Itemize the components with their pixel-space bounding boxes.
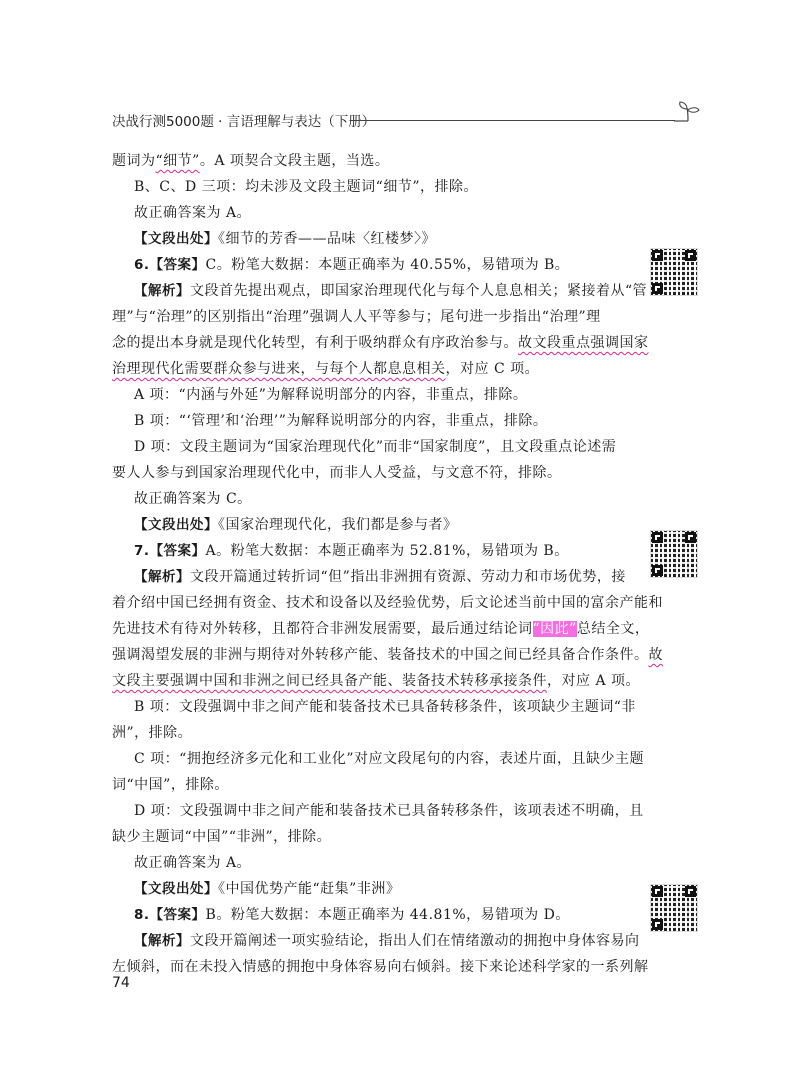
text-line [112,174,632,200]
text-line [112,278,648,304]
text-span: C。粉笔大数据：本题正确率为 40.55%，易错项为 B。 [205,257,570,273]
page-number: 74 [112,975,130,991]
answer-explanation-text [112,148,663,980]
text-span: 文段开篇阐述一项实验结论，指出人们在情绪激动的拥抱中身体容易向 [190,933,640,949]
text-span: ，对应 A 项。 [547,673,641,689]
label-tag: 【解析】 [134,283,190,299]
label-tag: 7.【答案】 [134,543,206,559]
text-span: ，对应 C 项。 [445,361,540,377]
text-line [112,902,632,928]
text-line [112,720,632,746]
text-span: B 项：文段强调中非之间产能和装备技术已具备转移条件，该项缺少主题词“非 [134,699,636,715]
sprout-icon [672,100,702,126]
text-line [112,850,632,876]
text-span: 理”与“治理”的区别指出“治理”强调人人平等参与；尾句进一步指出“治理”理 [112,309,601,325]
text-line [112,512,632,538]
label-tag: 【解析】 [134,933,190,949]
text-span: 着介绍中国已经拥有资金、技术和设备以及经验优势，后文论述当前中国的富余产能和 [112,595,663,611]
text-span: 故正确答案为 C。 [134,491,252,507]
text-line [112,824,632,850]
running-header [112,104,702,134]
text-line [112,252,632,278]
text-line [112,460,632,486]
text-span: 故正确答案为 A。 [134,855,252,871]
text-span: B 项：“‘管理’和‘治理’”为解释说明部分的内容，非重点，排除。 [134,413,548,429]
text-span: 强调渴望发展的非洲与期待对外转移产能、装备技术的中国之间已经具备合作条件。 [112,647,649,663]
text-line [112,538,632,564]
text-span: D 项：文段主题词为“国家治理现代化”而非“国家制度”，且文段重点论述需 [134,439,617,455]
qr-code-question-7[interactable] [650,530,698,578]
label-tag: 【文段出处】 [134,881,218,897]
text-line [112,226,632,252]
text-span: B。粉笔大数据：本题正确率为 44.81%，易错项为 D。 [205,907,570,923]
text-span: 《国家治理现代化，我们都是参与者》 [218,517,458,533]
text-span: 要人人参与到国家治理现代化中，而非人人受益，与文意不符，排除。 [112,465,562,481]
text-span: 先进技术有待对外转移，且都符合非洲发展需要，最后通过结论词 [112,621,533,637]
text-span: 文段开篇通过转折词“但”指出非洲拥有资源、劳动力和市场优势，接 [190,569,626,585]
header-rule [350,120,675,121]
text-line [112,954,649,980]
text-span: 念的提出本身就是现代化转型，有利于吸纳群众有序政治参与。 [112,335,518,351]
label-tag: 【文段出处】 [134,231,218,247]
text-line [112,746,644,772]
text-line [112,668,641,694]
qr-code-question-8[interactable] [650,884,698,932]
text-span: 《细节的芳香——品味〈红楼梦〉》 [218,231,436,247]
text-span: A 项：“内涵与外延”为解释说明部分的内容，非重点，排除。 [134,387,528,403]
underlined-key-sentence: “细节” [155,153,200,169]
text-span: 缺少主题词“中国”“非洲”，排除。 [112,829,332,845]
underlined-key-sentence: 治理现代化需要群众参与进来，与每个人都息息相关 [112,361,446,377]
text-line [112,148,632,174]
text-span: 题词为 [112,153,156,169]
underlined-key-sentence: 文段主要强调中国和非洲之间已经具备产能、装备技术转移承接条件 [112,673,547,689]
label-tag: 6.【答案】 [134,257,206,273]
label-tag: 【解析】 [134,569,190,585]
text-line [112,304,632,330]
text-span: 总结全文， [576,621,650,637]
text-line [112,564,632,590]
text-line [112,200,632,226]
underlined-key-sentence: 故 [648,647,663,663]
text-line [112,382,632,408]
label-tag: 8.【答案】 [134,907,206,923]
text-line [112,486,632,512]
text-line [112,590,663,616]
text-line [112,330,649,356]
text-span: B、C、D 三项：均未涉及文段主题词“细节”，排除。 [134,179,478,195]
underlined-key-sentence: 故文段重点强调国家 [518,335,649,351]
text-span: 洲”，排除。 [112,725,193,741]
text-span: D 项：文段强调中非之间产能和装备技术已具备转移条件，该项表述不明确，且 [134,803,644,819]
text-span: C 项：“拥抱经济多元化和工业化”对应文段尾句的内容，表述片面，且缺少主题 [134,751,644,767]
text-line [112,616,650,642]
qr-code-question-6[interactable] [650,248,698,296]
text-line [112,642,663,668]
text-line [112,928,640,954]
text-line [112,356,632,382]
text-line [112,694,636,720]
highlighted-keyword: “因此” [532,621,577,637]
text-line [112,772,632,798]
text-line [112,798,644,824]
text-span: 。A 项契合文段主题，当选。 [199,153,390,169]
text-span: 《中国优势产能“赶集”非洲》 [218,881,401,897]
text-span: 左倾斜，而在未投入情感的拥抱中身体容易向右倾斜。接下来论述科学家的一系列解 [112,959,649,975]
text-line [112,434,632,460]
text-span: 文段首先提出观点，即国家治理现代化与每个人息息相关；紧接着从“管 [190,283,648,299]
text-span: 故正确答案为 A。 [134,205,252,221]
text-line [112,408,632,434]
text-span: A。粉笔大数据：本题正确率为 52.81%，易错项为 B。 [205,543,569,559]
text-line [112,876,632,902]
label-tag: 【文段出处】 [134,517,218,533]
book-title: 决战行测5000题 · 言语理解与表达（下册） [112,114,376,130]
text-span: 词“中国”，排除。 [112,777,229,793]
